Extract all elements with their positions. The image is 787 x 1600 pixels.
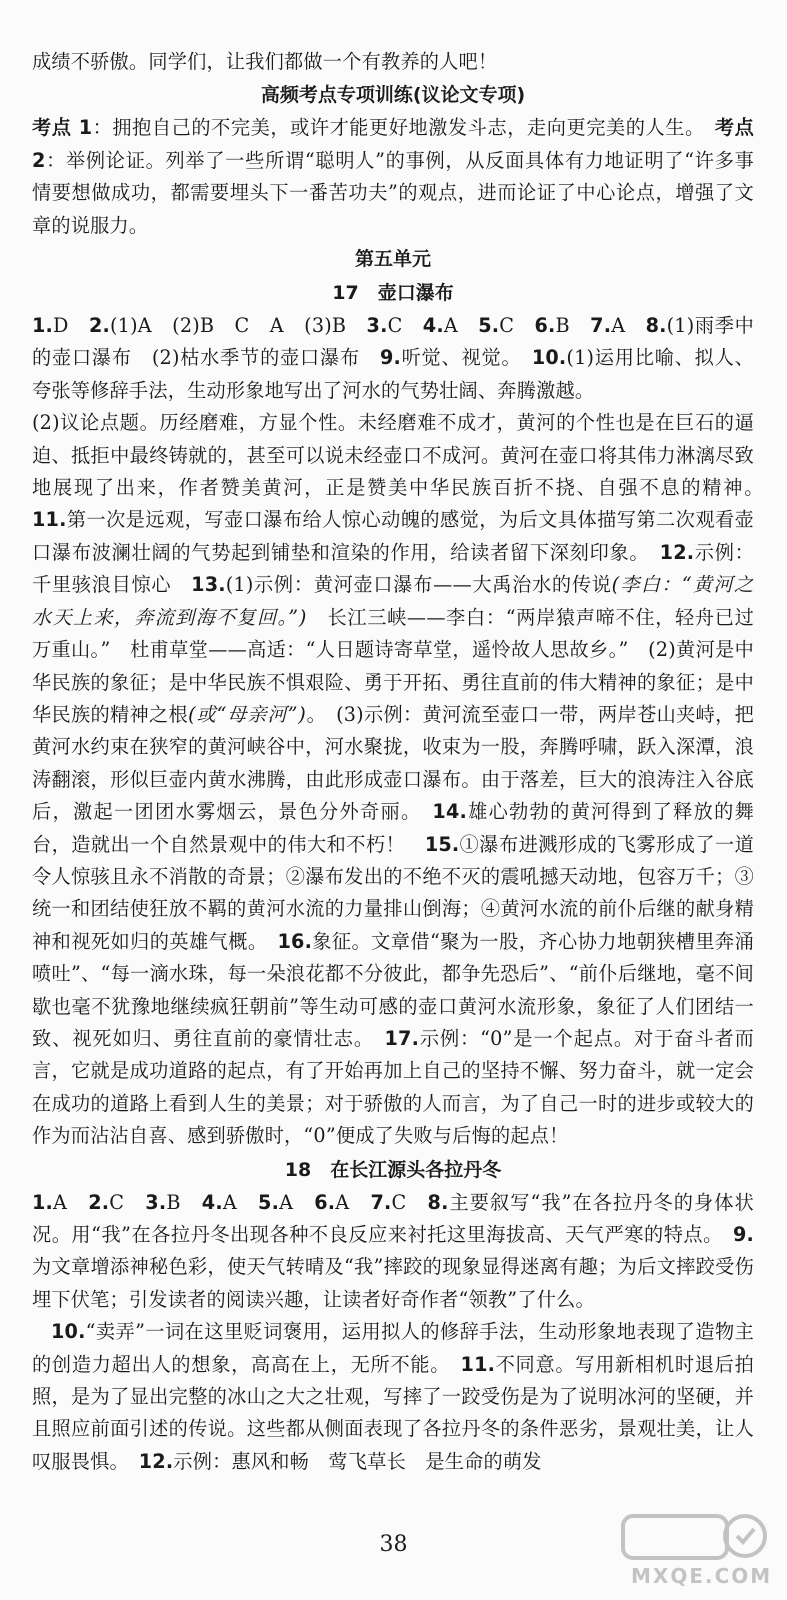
q-num: 6. bbox=[314, 1190, 336, 1214]
q-num: 11. bbox=[460, 1352, 496, 1376]
answer: 主要叙写“我”在各拉丹冬的身体状况。用“我”在各拉丹冬出现各种不良反应来衬托这里海拔高、天气严寒的特点。 bbox=[32, 1190, 754, 1246]
lesson-18-answers bbox=[32, 1187, 754, 1317]
q-num: 14. bbox=[432, 800, 467, 824]
answer: (1)A (2)B C A (3)B bbox=[110, 314, 367, 338]
q-num: 3. bbox=[145, 1190, 167, 1214]
lesson-17-answers bbox=[32, 310, 754, 407]
watermark-text: MXQE.COM bbox=[631, 1564, 773, 1588]
answer: “卖弄”一词在这里贬词褒用，运用拟人的修辞手法，生动形象地表现了造物主的创造力超出人的想象，高高在上，无所不能。 bbox=[32, 1320, 754, 1376]
kd1-label: 考点 1 bbox=[32, 116, 93, 140]
answer: C bbox=[391, 1190, 428, 1214]
answer: (1)示例：黄河壶口瀑布——大禹治水的传说 bbox=[225, 573, 612, 597]
q-num: 7. bbox=[590, 314, 612, 338]
q-num: 2. bbox=[88, 1190, 110, 1214]
answer: ①瀑布进溅形成的飞雾形成了一道令人惊骇且永不消散的奇景；②瀑布发出的不绝不灭的震吼撼天动地，包容万千；③统一和团结使狂放不羁的黄河水流的力量排山倒海；④黄河水流的前仆后继的献身精神和视死如归的英雄气概。 bbox=[32, 832, 755, 953]
answer: A bbox=[335, 1190, 371, 1214]
answer: A bbox=[222, 1190, 259, 1214]
q-num: 15. bbox=[424, 832, 460, 856]
q-num: 1. bbox=[32, 314, 54, 338]
q-num: 16. bbox=[277, 929, 313, 953]
q-num: 11. bbox=[32, 508, 67, 532]
lesson-18-title: 18 在长江源头各拉丹冬 bbox=[284, 1158, 502, 1181]
q-num: 2. bbox=[88, 314, 110, 338]
q-num: 10. bbox=[531, 346, 567, 370]
q-num: 4. bbox=[422, 314, 444, 338]
answer: 示例：千里骇浪目惊心 bbox=[32, 540, 754, 597]
watermark-logo bbox=[619, 1510, 773, 1592]
lesson-18-answers-cont bbox=[32, 1316, 754, 1478]
answer: 。 (3)示例：黄河流至壶口一带，两岸苍山夹峙，把黄河水约束在狭窄的黄河峡谷中，河水聚拢，收束为一股，奔腾呼啸，跃入深潭，浪涛翻滚，形似巨壶内黄水沸腾，由此形成壶口瀑布。由于落差，巨大的浪涛注入谷底后，激起一团团水雾烟云，景色分外奇丽。 bbox=[32, 702, 754, 824]
answer: 第一次是远观，写壶口瀑布给人惊心动魄的感觉，为后文具体描写第二次观看壶口瀑布波澜壮阔的气势起到铺垫和渲染的作用，给读者留下深刻印象。 bbox=[32, 508, 754, 564]
q-num: 7. bbox=[370, 1190, 392, 1214]
q-num: 6. bbox=[534, 314, 556, 338]
handwritten-note: (李白：“黄河之水天上来，奔流到海不复回。”) bbox=[32, 573, 754, 629]
answer: B bbox=[555, 314, 591, 338]
answer: (1)运用比喻、拟人、夸张等修辞手法，生动形象地写出了河水的气势壮阔、奔腾激越。 bbox=[32, 346, 754, 402]
section-title: 高频考点专项训练(议论文专项) bbox=[260, 84, 526, 107]
q-num: 9. bbox=[732, 1223, 754, 1246]
lesson-17-title: 17 壶口瀑布 bbox=[332, 282, 454, 305]
page-number: 38 bbox=[379, 1532, 408, 1557]
answer: 不同意。写用新相机时退后拍照，是为了显出完整的冰山之大之壮观，写摔了一跤受伤是为了说明冰河的坚硬，并且照应前面引述的传说。这些都从侧面表现了各拉丹冬的条件恶劣，景观壮美，让人叹服畏惧。 bbox=[32, 1352, 754, 1473]
answer: C bbox=[109, 1190, 146, 1214]
answer: 雄心勃勃的黄河得到了释放的舞台，造就出一个自然景观中的伟大和不朽！ bbox=[32, 800, 754, 856]
answer: 象征。文章借“聚为一股，齐心协力地朝狭槽里奔涌喷吐”、“每一滴水珠，每一朵浪花都不分彼此，都争先恐后”、“前仆后继地，毫不间歇也毫不犹豫地继续疯狂朝前”等生动可感的壶口黄河水流形象，象征了人们团结一致、视死如归、勇往直前的豪情壮志。 bbox=[32, 929, 754, 1050]
watermark-badge-icon bbox=[619, 1510, 769, 1564]
answer: A bbox=[53, 1190, 89, 1214]
kd2-label: 考点 2 bbox=[32, 116, 754, 172]
handwritten-note: (或“母亲河”) bbox=[188, 702, 307, 726]
answer-page bbox=[32, 46, 774, 1478]
answer: 示例：惠风和畅 莺飞草长 是生命的萌发 bbox=[173, 1449, 542, 1473]
keypoints-paragraph bbox=[32, 112, 754, 242]
kd2-text: ：举例论证。列举了一些所谓“聪明人”的事例，从反面具体有力地证明了“许多事情要想做成功，都需要埋头下一番苦功夫”的观点，进而论证了中心论点，增强了文章的说服力。 bbox=[32, 148, 754, 237]
unit-title: 第五单元 bbox=[354, 248, 431, 271]
q-num: 5. bbox=[478, 314, 500, 338]
q-num: 13. bbox=[191, 573, 226, 597]
q-num: 12. bbox=[138, 1449, 174, 1473]
q-num: 4. bbox=[201, 1190, 223, 1214]
answer: A bbox=[611, 314, 646, 338]
prev-answer-tail bbox=[32, 46, 754, 78]
q-num: 3. bbox=[366, 314, 388, 338]
answer: (1)雨季中的壶口瀑布 (2)枯水季节的壶口瀑布 bbox=[32, 314, 754, 370]
answer: 听觉、视觉。 bbox=[401, 346, 532, 370]
answer: (2)议论点题。历经磨难，方显个性。未经磨难不成才，黄河的个性也是在巨石的逼迫、抵拒中最终铸就的，甚至可以说未经壶口不成河。黄河在壶口将其伟力淋漓尽致地展现了出来，作者赞美黄河，正是赞美中华民族百折不挠、自强不息的精神。 bbox=[32, 411, 774, 500]
answer: A bbox=[279, 1190, 315, 1214]
answer: 为文章增添神秘色彩，使天气转晴及“我”摔跤的现象显得迷离有趣；为后文摔跤受伤埋下伏笔；引发读者的阅读兴趣，让读者好奇作者“领教”了什么。 bbox=[32, 1255, 754, 1311]
answer: B bbox=[166, 1190, 202, 1214]
q-num: 10. bbox=[51, 1320, 86, 1344]
q-num: 12. bbox=[659, 540, 695, 564]
lesson-17-answers-cont bbox=[32, 407, 774, 1152]
answer: 长江三峡——李白：“两岸猿声啼不住，轻舟已过万重山。” 杜甫草堂——高适：“人日题诗寄草堂，遥怜故人思故乡。” (2)黄河是中华民族的象征；是中华民族不惧艰险、勇于开拓、勇往直前的伟大精神的象征；是中华民族的精神之根 bbox=[32, 605, 754, 726]
answer: C bbox=[387, 314, 423, 338]
q-num: 8. bbox=[427, 1190, 449, 1214]
q-num: 9. bbox=[379, 346, 401, 370]
answer: A bbox=[443, 314, 479, 338]
answer: C bbox=[499, 314, 535, 338]
text-line: 成绩不骄傲。同学们，让我们都做一个有教养的人吧！ bbox=[32, 50, 498, 73]
q-num: 17. bbox=[384, 1026, 420, 1050]
q-num: 5. bbox=[258, 1190, 280, 1214]
q-num: 8. bbox=[645, 314, 667, 338]
q-num: 1. bbox=[32, 1190, 54, 1214]
kd1-text: ：拥抱自己的不完美，或许才能更好地激发斗志，走向更完美的人生。 bbox=[92, 116, 696, 140]
answer: 示例：“0”是一个起点。对于奋斗者而言，它就是成功道路的起点，有了开始再加上自己的坚持不懈、努力奋斗，就一定会在成功的道路上看到人生的美景；对于骄傲的人而言，为了自己一时的进步或较大的作为而沾沾自喜、感到骄傲时，“0”便成了失败与后悔的起点！ bbox=[32, 1026, 754, 1148]
answer: D bbox=[53, 314, 89, 338]
